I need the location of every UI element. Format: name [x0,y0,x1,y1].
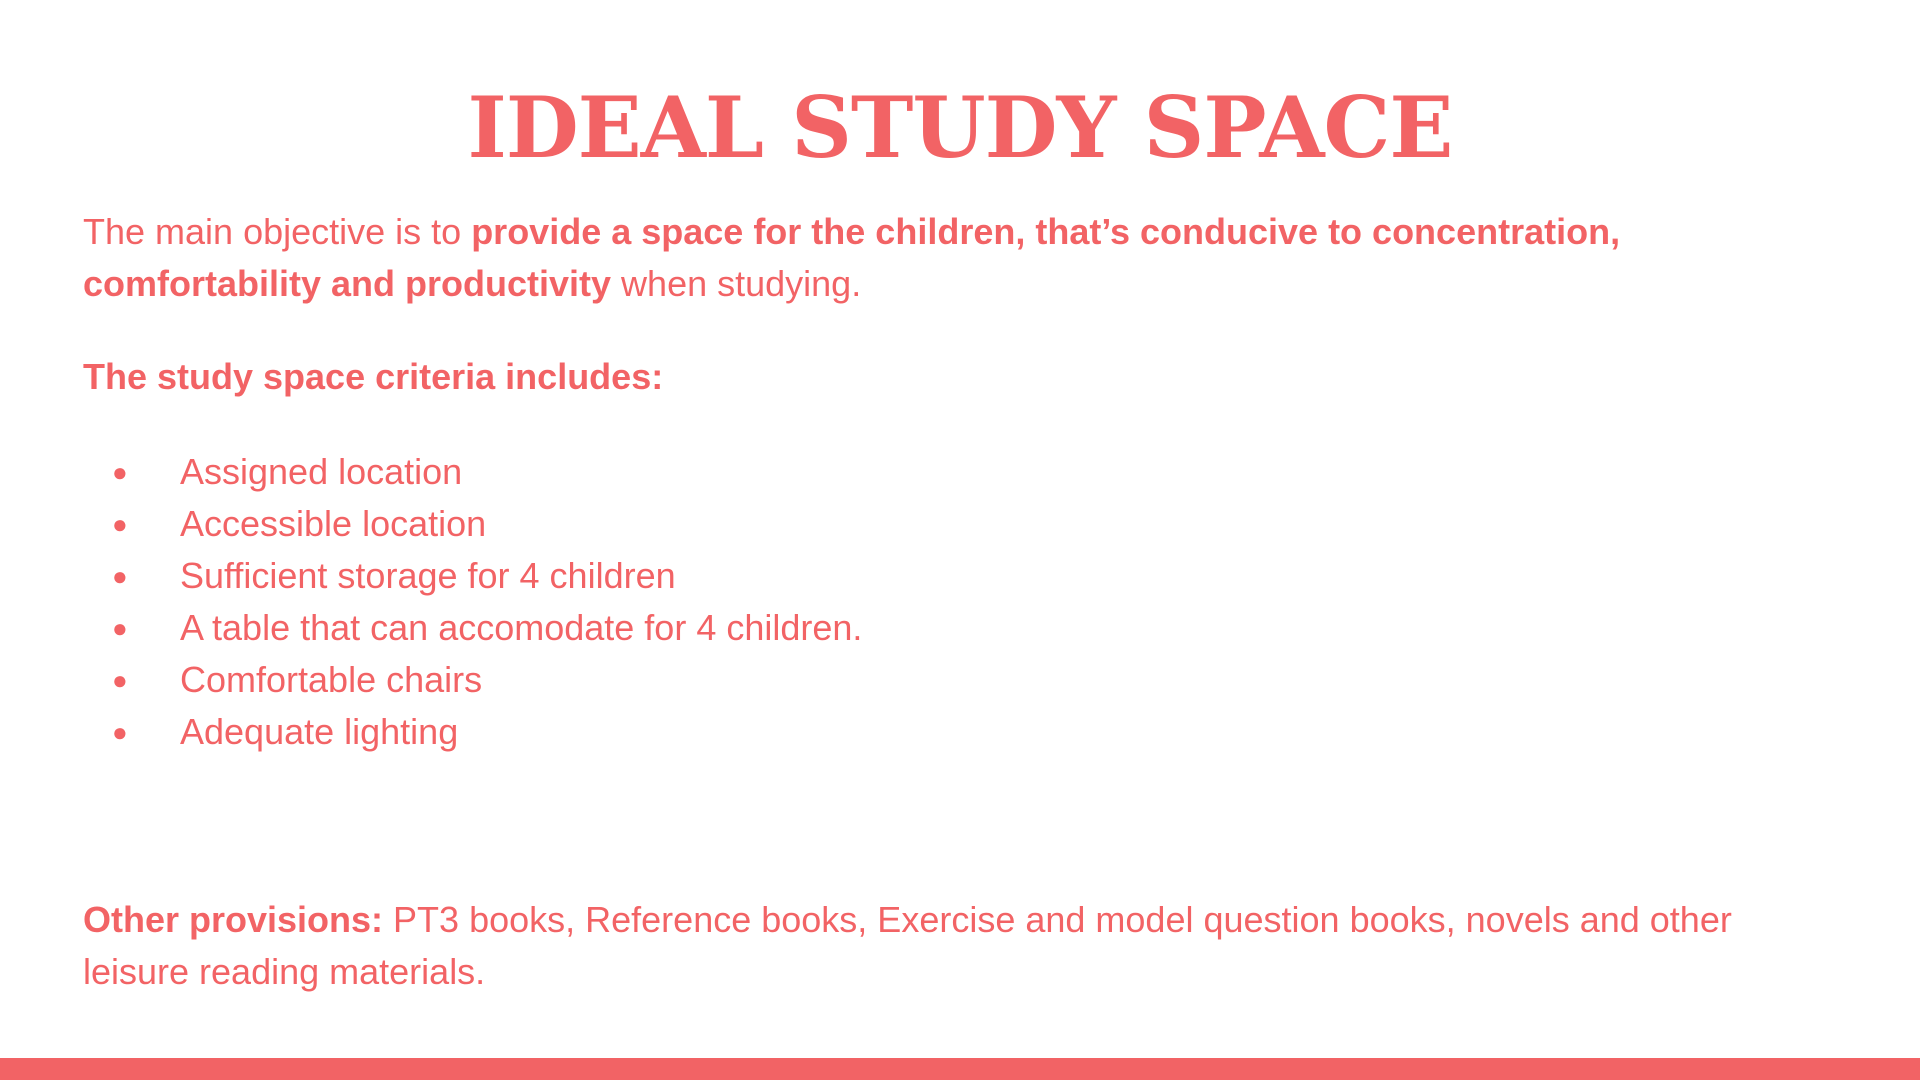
criteria-item-text: Sufficient storage for 4 children [180,555,676,596]
bullet-icon: ● [112,457,128,487]
intro-suffix: when studying. [611,263,862,304]
intro-emphasis: provide a space for the children, that’s conducive to concentration, comfortability and productivity [83,211,1621,304]
criteria-heading: The study space criteria includes: [83,356,664,397]
intro-prefix: The main objective is to [83,211,472,252]
slide-title: IDEAL STUDY SPACE [467,78,1453,177]
intro-paragraph [83,206,1803,310]
bullet-icon: ● [112,613,128,643]
bullet-icon: ● [112,717,128,747]
criteria-item-text: Accessible location [180,503,487,544]
provisions-text: PT3 books, Reference books, Exercise and model question books, novels and other leisure reading materials. [83,899,1732,992]
criteria-item-text: Adequate lighting [180,711,459,752]
footer-accent-bar [0,1058,1920,1080]
bullet-icon: ● [112,509,128,539]
bullet-icon: ● [112,561,128,591]
criteria-item-text: Comfortable chairs [180,659,483,700]
criteria-item-text: Assigned location [180,451,463,492]
provisions-paragraph [83,894,1843,998]
criteria-item-text: A table that can accomodate for 4 children. [180,607,863,648]
provisions-label: Other provisions: [83,899,384,940]
bullet-icon: ● [112,665,128,695]
